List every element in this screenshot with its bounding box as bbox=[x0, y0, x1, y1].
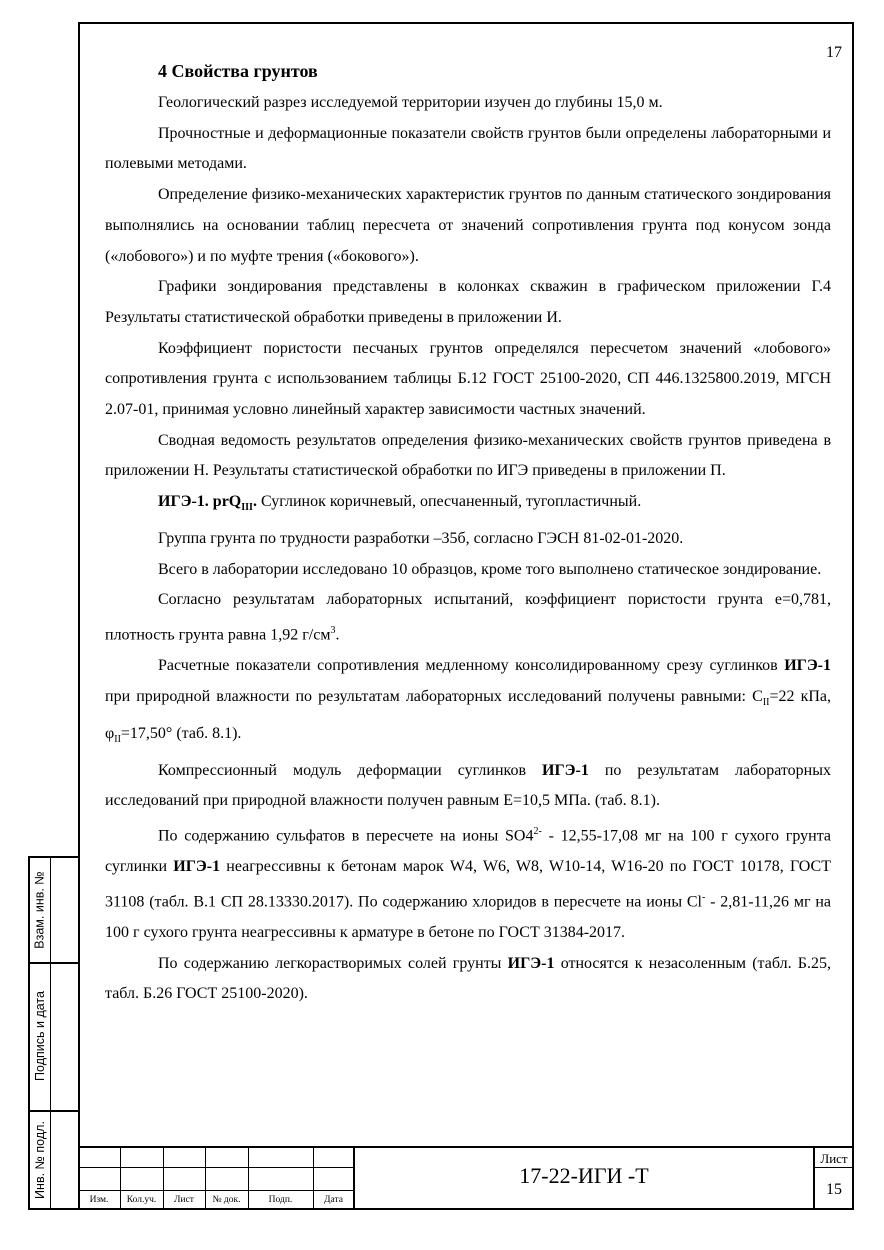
ige-title-rest: Суглинок коричневый, опесчаненный, тугопластичный. bbox=[256, 493, 642, 511]
replace-inv-label: Взам. инв. № bbox=[33, 871, 48, 949]
stamp-col-kol: Кол.уч. bbox=[126, 1195, 157, 1205]
paragraph: Сводная ведомость результатов определения физико-механических свойств грунтов приведена в приложении Н. Результаты статистической обработки по ИГЭ приведены в приложении П. bbox=[105, 431, 831, 480]
text-span: - 12,55-17,08 мг на 100 г сухого грунта суглинки bbox=[105, 827, 832, 876]
text-span: Согласно результатам лабораторных испытаний, коэффициент пористости грунта e=0,781, плотность грунта равна 1,92 г/см bbox=[105, 591, 831, 644]
bold-text: ИГЭ-1 bbox=[507, 954, 555, 972]
sulfate-paragraph bbox=[105, 817, 831, 948]
document-code: 17-22-ИГИ -Т bbox=[519, 1163, 649, 1188]
stamp-col-izm: Изм. bbox=[89, 1195, 109, 1205]
paragraph: Группа грунта по трудности разработки –35б, согласно ГЭСН 81-02-01-2020. bbox=[158, 530, 684, 548]
stamp-col-list: Лист bbox=[174, 1195, 194, 1205]
text-span: неагрессивны к бетонам марок W4, W6, W8, W10-14, W16-20 по ГОСТ 10178, ГОСТ 31108 (табл. В.1 СП 28.13330.2017). По содержанию хлоридов в пересчете на ионы Cl bbox=[105, 858, 831, 911]
superscript: 2- bbox=[533, 826, 542, 838]
inv-orig-label: Инв. № подл. bbox=[33, 1121, 47, 1199]
text-span: по результатам лабораторных исследований при природной влажности получен равным Е=10,5 МПа. (таб. 8.1). bbox=[105, 761, 831, 810]
sign-date-label: Подпись и дата bbox=[33, 991, 47, 1081]
ige-title-text: ИГЭ-1. prQ bbox=[158, 493, 242, 511]
text-span: при природной влажности по результатам лабораторных исследований получены равными: С bbox=[105, 687, 763, 705]
text-span: - 2,81-11,26 мг на 100 г сухого грунта неагрессивны к арматуре в бетоне по ГОСТ 31384-2017. bbox=[105, 893, 831, 941]
paragraph: Прочностные и деформационные показатели свойств грунтов были определены лабораторными и полевыми методами. bbox=[105, 124, 831, 173]
paragraph: Всего в лаборатории исследовано 10 образцов, кроме того выполнено статическое зондирование. bbox=[158, 560, 822, 578]
stamp-line bbox=[814, 1167, 854, 1168]
salt-paragraph bbox=[105, 949, 831, 1010]
superscript: - bbox=[702, 891, 706, 903]
stamp-col-date: Дата bbox=[324, 1195, 343, 1205]
paragraph: Геологический разрез исследуемой территории изучен до глубины 15,0 м. bbox=[158, 94, 663, 111]
replace-inv-cell bbox=[30, 858, 50, 962]
ige-title-sub: III bbox=[241, 502, 253, 514]
bold-text: ИГЭ-1 bbox=[173, 858, 221, 876]
paragraph: Графики зондирования представлены в колонках скважин в графическом приложении Г.4 Результаты статистической обработки приведены в приложении И. bbox=[105, 278, 831, 326]
text-span: По содержанию сульфатов в пересчете на ионы SO4 bbox=[158, 827, 534, 845]
subscript: II bbox=[762, 697, 770, 709]
inv-orig-cell bbox=[30, 1110, 50, 1210]
sheet-number: 15 bbox=[826, 1181, 842, 1198]
text-span: . bbox=[335, 626, 340, 644]
text-span: Расчетные показатели сопротивления медленному консолидированному срезу суглинков bbox=[158, 657, 785, 675]
sign-date-cell bbox=[30, 962, 50, 1110]
paragraph: Коэффициент пористости песчаных грунтов определялся пересчетом значений «лобового» сопротивления грунта с использованием таблицы Б.12 ГОСТ 25100-2020, СП 446.1325800.2019, МГСН 2.07-01, принимая условно линейный характер зависимости частных значений. bbox=[105, 339, 831, 419]
shear-paragraph bbox=[105, 651, 831, 755]
title-block bbox=[78, 1146, 854, 1210]
side-stamp bbox=[28, 856, 78, 1210]
text-span: По содержанию легкорастворимых солей грунты bbox=[158, 954, 508, 972]
bold-text: ИГЭ-1 bbox=[542, 761, 589, 779]
stamp-col-sign: Подп. bbox=[268, 1195, 293, 1205]
page-number: 17 bbox=[826, 44, 842, 61]
section-heading: 4 Свойства грунтов bbox=[158, 61, 318, 81]
subscript: II bbox=[114, 733, 121, 745]
text-span: относятся к незасоленным (табл. Б.25, табл. Б.26 ГОСТ 25100-2020). bbox=[105, 954, 831, 1003]
ige-title: ИГЭ-1. prQ$_{III}$. bbox=[158, 493, 257, 514]
text-span: =17,50° (таб. 8.1). bbox=[120, 724, 242, 742]
stamp-col-doc: № док. bbox=[212, 1195, 241, 1205]
ige-title-paragraph bbox=[105, 487, 831, 524]
side-stamp-divider bbox=[50, 858, 51, 1208]
bold-text: ИГЭ-1 bbox=[784, 657, 831, 675]
density-paragraph bbox=[105, 585, 831, 651]
text-span: Компрессионный модуль деформации суглинков bbox=[158, 761, 543, 779]
sheet-label: Лист bbox=[820, 1151, 848, 1166]
stamp-line bbox=[78, 1146, 854, 1148]
document-body bbox=[105, 56, 831, 1010]
paragraph: Определение физико-механических характеристик грунтов по данным статического зондирования выполнялись на основании таблиц пересчета от значений сопротивления грунта под конусом зонда («лобового») и по муфте трения («бокового»). bbox=[105, 186, 831, 265]
text-span: =22 кПа, φ bbox=[105, 687, 832, 742]
superscript: 3 bbox=[330, 625, 336, 637]
compression-paragraph bbox=[105, 756, 831, 817]
